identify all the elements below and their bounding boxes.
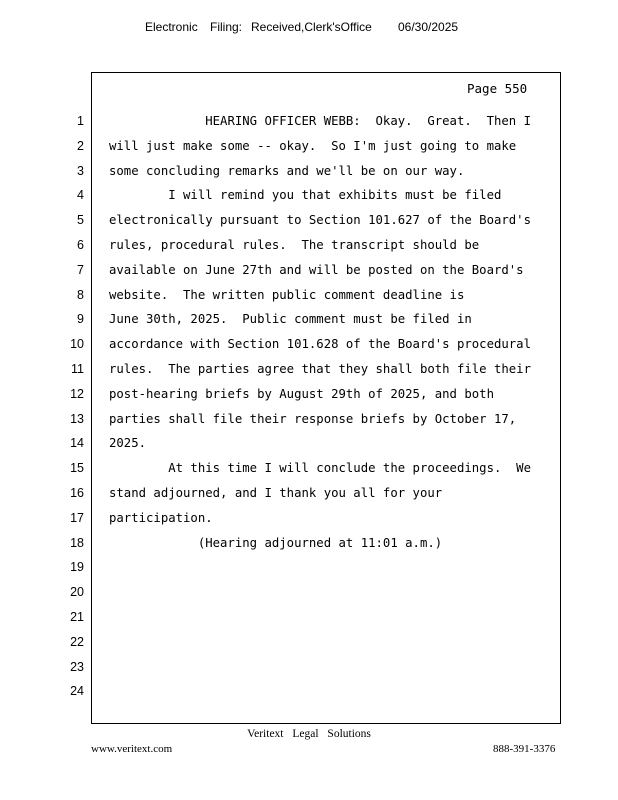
- transcript-line: electronically pursuant to Section 101.627 of the Board's: [109, 213, 531, 228]
- transcript-line: will just make some -- okay. So I'm just going to make: [109, 138, 517, 153]
- transcript-line: June 30th, 2025. Public comment must be filed in: [109, 312, 472, 327]
- line-number: 22: [70, 634, 84, 649]
- line-number: 6: [77, 237, 84, 252]
- line-number: 21: [70, 609, 84, 624]
- line-number: 2: [77, 138, 84, 153]
- line-number: 9: [77, 312, 84, 327]
- line-number: 24: [70, 684, 84, 699]
- line-number: 5: [77, 213, 84, 228]
- filing-stamp-received: Received,Clerk'sOffice: [251, 20, 372, 34]
- transcript-line: HEARING OFFICER WEBB: Okay. Great. Then I: [109, 114, 531, 128]
- transcript-line: some concluding remarks and we'll be on our way.: [109, 163, 465, 178]
- filing-stamp-electronic: Electronic: [145, 20, 198, 34]
- transcript-line: [109, 630, 549, 655]
- footer-phone: 888-391-3376: [493, 743, 556, 755]
- transcript-line: [109, 580, 549, 605]
- line-number: 11: [71, 361, 84, 376]
- line-number-column: [60, 109, 84, 704]
- line-number: 15: [70, 461, 84, 476]
- line-number: 17: [70, 510, 84, 525]
- transcript-line: accordance with Section 101.628 of the Board's procedural: [109, 337, 531, 352]
- line-number: 19: [70, 560, 84, 575]
- transcript-line: [109, 655, 549, 680]
- filing-stamp-date: 06/30/2025: [398, 20, 459, 34]
- transcript-line: rules, procedural rules. The transcript should be: [109, 237, 480, 252]
- line-number: 7: [77, 262, 84, 277]
- line-number: 18: [70, 535, 84, 550]
- transcript-line: At this time I will conclude the proceedings. We: [109, 461, 531, 476]
- page-number: Page 550: [467, 81, 528, 96]
- line-number: 1: [77, 114, 84, 128]
- transcript-line: parties shall file their response briefs by October 17,: [109, 411, 517, 426]
- filing-stamp-filing: Filing:: [210, 20, 243, 34]
- transcript-line: I will remind you that exhibits must be filed: [109, 188, 502, 203]
- transcript-line: available on June 27th and will be posted on the Board's: [109, 262, 524, 277]
- transcript-line: (Hearing adjourned at 11:01 a.m.): [109, 535, 443, 550]
- transcript-line: [109, 605, 549, 630]
- transcript-line: website. The written public comment deadline is: [109, 287, 465, 302]
- transcript-line: [109, 555, 549, 580]
- line-number: 10: [70, 337, 84, 352]
- line-number: 4: [77, 188, 84, 203]
- transcript-line: stand adjourned, and I thank you all for your: [109, 485, 443, 500]
- line-number: 14: [70, 436, 84, 451]
- filing-stamp-header: [0, 20, 618, 38]
- line-number: 3: [77, 163, 84, 178]
- transcript-line: rules. The parties agree that they shall both file their: [109, 361, 531, 376]
- transcript-line: [109, 679, 549, 704]
- line-number: 20: [70, 585, 84, 600]
- footer-website: www.veritext.com: [91, 743, 173, 755]
- transcript-line: post-hearing briefs by August 29th of 2025, and both: [109, 386, 494, 401]
- transcript-line: participation.: [109, 510, 213, 525]
- line-number: 13: [70, 411, 84, 426]
- transcript-body: [109, 109, 549, 704]
- line-number: 12: [70, 386, 84, 401]
- line-number: 16: [70, 485, 84, 500]
- line-number: 8: [77, 287, 84, 302]
- footer-company: Veritext Legal Solutions: [247, 728, 371, 740]
- line-number: 23: [70, 659, 84, 674]
- transcript-line: 2025.: [109, 436, 147, 451]
